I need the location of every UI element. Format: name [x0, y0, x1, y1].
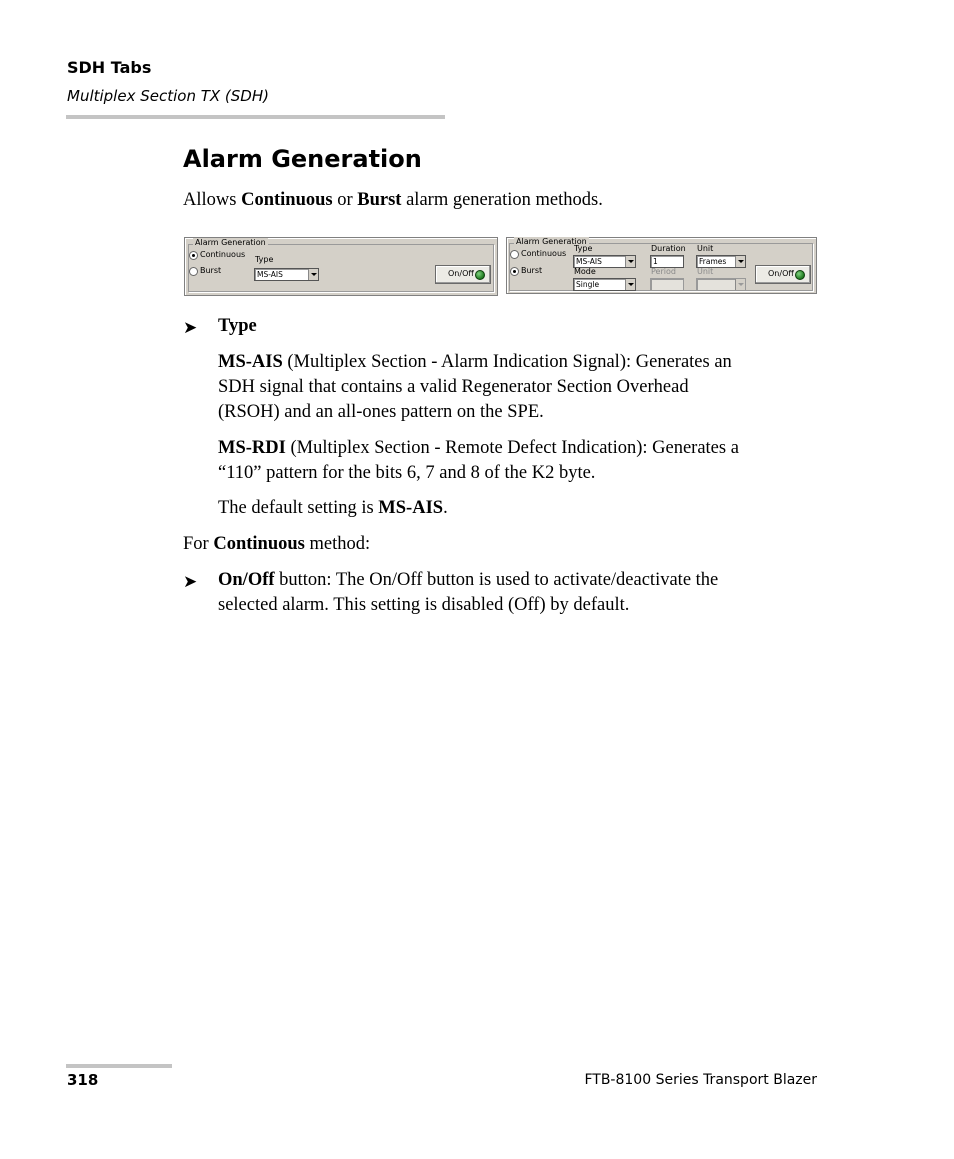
- header-rule: [66, 115, 445, 119]
- chevron-down-icon: [625, 279, 635, 290]
- chevron-down-icon: [735, 256, 745, 267]
- footer-product-title: FTB-8100 Series Transport Blazer: [584, 1072, 817, 1088]
- running-header-section: SDH Tabs: [67, 58, 152, 77]
- chevron-down-icon: [625, 256, 635, 267]
- bullet-arrow-icon: ➤: [183, 572, 198, 592]
- continuous-label: Continuous: [521, 249, 567, 258]
- burst-label: Burst: [521, 266, 543, 275]
- period-unit-select[interactable]: [696, 278, 746, 291]
- type-select[interactable]: MS-AIS: [254, 268, 319, 281]
- burst-label: Burst: [200, 266, 222, 275]
- msais-paragraph: MS-AIS (Multiplex Section - Alarm Indication Signal): Generates an SDH signal that contains a valid Regenerator Section Overhead (RSOH) and an all-ones pattern on the SPE.: [218, 352, 732, 422]
- onoff-button[interactable]: On/Off: [435, 265, 491, 284]
- chevron-down-icon: [735, 279, 745, 290]
- continuous-method-paragraph: For Continuous method:: [183, 534, 371, 554]
- continuous-radio[interactable]: [510, 250, 519, 259]
- period-input[interactable]: [650, 278, 684, 291]
- chevron-down-icon: [308, 269, 318, 280]
- continuous-radio[interactable]: [189, 251, 198, 260]
- group-label: Alarm Generation: [195, 238, 266, 247]
- duration-label: Duration: [651, 244, 686, 253]
- unit-label: Unit: [697, 244, 714, 253]
- page-number: 318: [67, 1071, 99, 1089]
- type-select[interactable]: MS-AIS: [573, 255, 636, 268]
- onoff-paragraph: On/Off button: The On/Off button is used to activate/deactivate the selected alarm. This setting is disabled (Off) by default.: [218, 570, 719, 615]
- mode-select[interactable]: Single: [573, 278, 636, 291]
- alarm-generation-burst-panel: [506, 237, 817, 294]
- group-label: Alarm Generation: [516, 237, 587, 246]
- alarm-generation-continuous-panel: [184, 237, 498, 296]
- period-unit-label: Unit: [697, 267, 714, 276]
- continuous-label: Continuous: [200, 250, 246, 259]
- bullet-arrow-icon: ➤: [183, 318, 198, 338]
- period-label: Period: [651, 267, 676, 276]
- status-led-icon: [475, 270, 485, 280]
- burst-radio[interactable]: [189, 267, 198, 276]
- type-label: Type: [255, 255, 274, 264]
- section-heading: Alarm Generation: [183, 145, 422, 173]
- unit-select[interactable]: Frames: [696, 255, 746, 268]
- footer-rule: [66, 1064, 172, 1068]
- intro-paragraph: Allows Continuous or Burst alarm generation methods.: [183, 190, 603, 210]
- type-label: Type: [574, 244, 593, 253]
- mode-label: Mode: [574, 267, 596, 276]
- default-setting-paragraph: The default setting is MS-AIS.: [218, 498, 448, 518]
- duration-input[interactable]: 1: [650, 255, 684, 268]
- status-led-icon: [795, 270, 805, 280]
- type-item-title: Type: [218, 316, 257, 336]
- running-header-subsection: Multiplex Section TX (SDH): [67, 87, 269, 105]
- burst-radio[interactable]: [510, 267, 519, 276]
- onoff-button[interactable]: On/Off: [755, 265, 811, 284]
- msrdi-paragraph: MS-RDI (Multiplex Section - Remote Defect Indication): Generates a “110” pattern for the bits 6, 7 and 8 of the K2 byte.: [218, 438, 739, 483]
